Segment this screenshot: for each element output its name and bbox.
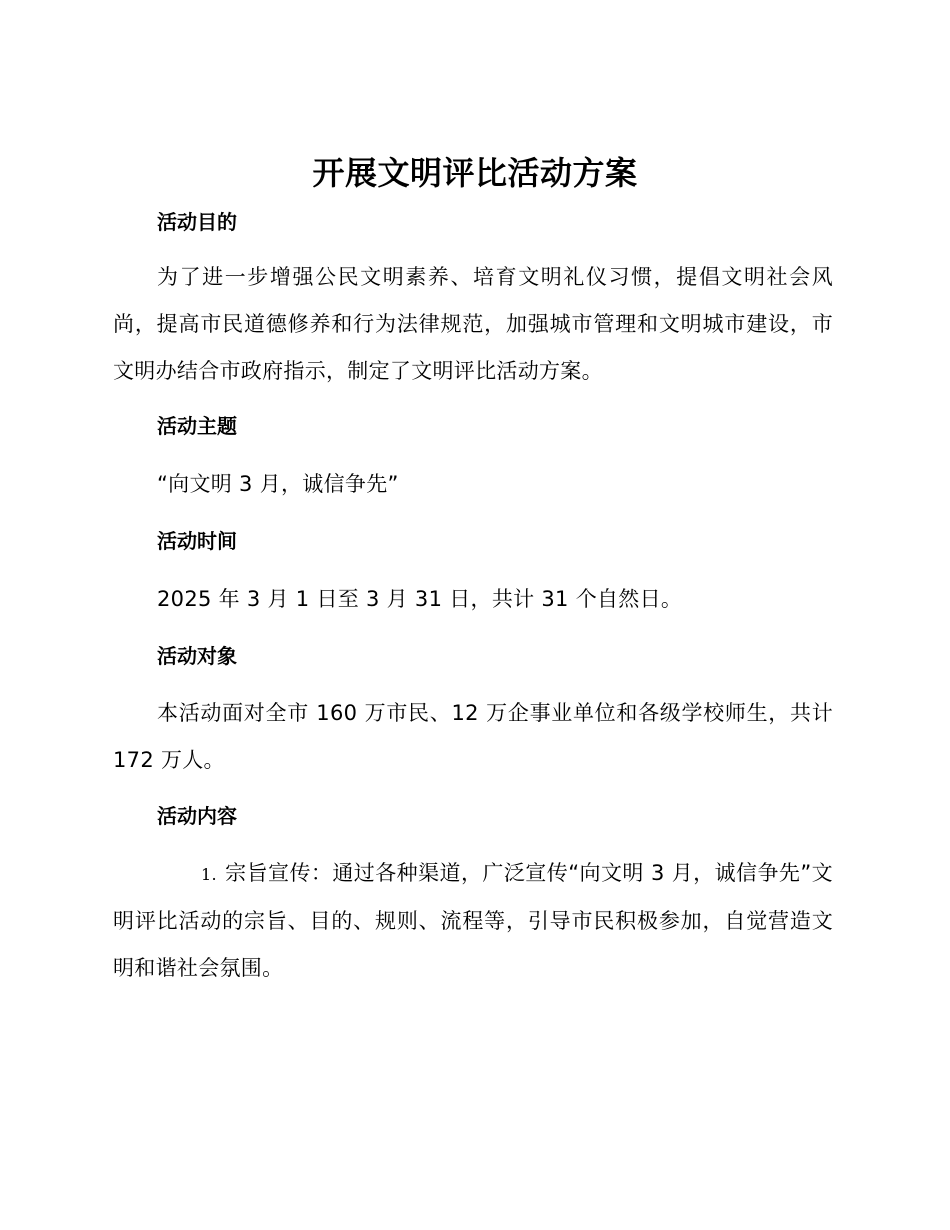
- list-item-number: 1.: [201, 865, 217, 884]
- section-paragraph-time: 2025 年 3 月 1 日至 3 月 31 日，共计 31 个自然日。: [157, 587, 683, 611]
- section-heading-audience: 活动对象: [157, 644, 237, 668]
- document-title: 开展文明评比活动方案: [312, 154, 638, 192]
- list-item-text: 宗旨宣传：通过各种渠道，广泛宣传“向文明 3 月，诚信争先”文明评比活动的宗旨、目的、规则、流程等，引导市民积极参加，自觉营造文明和谐社会氛围。: [113, 861, 833, 980]
- list-item-1: [113, 850, 833, 992]
- section-paragraph-audience: 本活动面对全市 160 万市民、12 万企事业单位和各级学校师生，共计 172 万人。: [113, 701, 833, 772]
- section-heading-theme: 活动主题: [157, 414, 237, 438]
- section-paragraph-theme: “向文明 3 月，诚信争先”: [157, 472, 399, 496]
- section-paragraph-purpose: 为了进一步增强公民文明素养、培育文明礼仪习惯，提倡文明社会风尚，提高市民道德修养和行为法律规范，加强城市管理和文明城市建设，市文明办结合市政府指示，制定了文明评比活动方案。: [113, 265, 833, 383]
- section-heading-purpose: 活动目的: [157, 210, 237, 234]
- section-heading-time: 活动时间: [157, 529, 237, 553]
- section-heading-content: 活动内容: [157, 804, 237, 828]
